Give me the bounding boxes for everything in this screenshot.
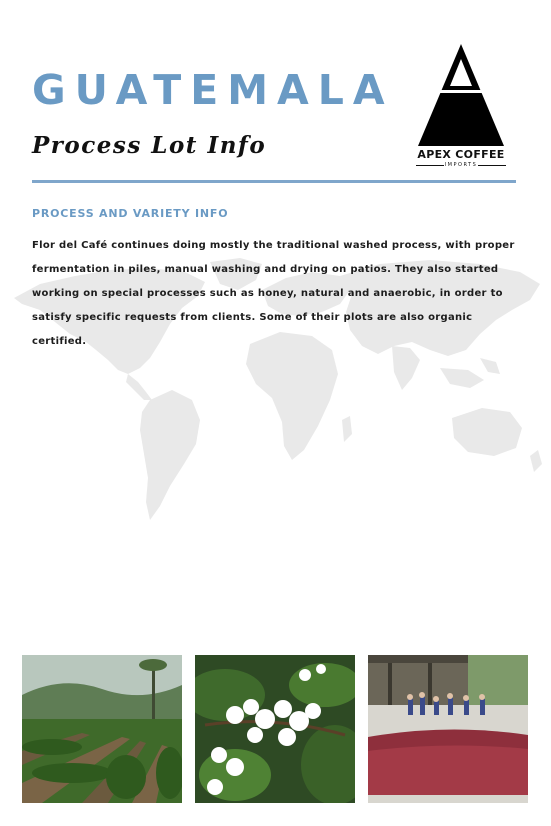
plantation-photo <box>22 655 182 803</box>
process-description: Flor del Café continues doing mostly the traditional washed process, with proper fermentation in piles, manual washing and drying on patios. They also started working on special processes such as honey, natural and anaerobic, in order to satisfy specific requests from clients. Some of their plots are also organic certified. <box>32 240 515 347</box>
logo-tagline: IMPORTS <box>444 162 478 168</box>
header-divider <box>32 180 516 183</box>
apex-triangle-icon <box>410 44 512 148</box>
logo-rule-right <box>478 165 506 166</box>
section-heading: PROCESS AND VARIETY INFO <box>32 207 229 220</box>
page-subtitle: Process Lot Info <box>32 132 267 159</box>
logo-name: APEX COFFEE <box>417 148 505 161</box>
coffee-flower-photo <box>195 655 355 803</box>
drying-patio-photo <box>368 655 528 803</box>
country-title: GUATEMALA <box>32 66 394 114</box>
apex-coffee-logo <box>410 44 512 168</box>
